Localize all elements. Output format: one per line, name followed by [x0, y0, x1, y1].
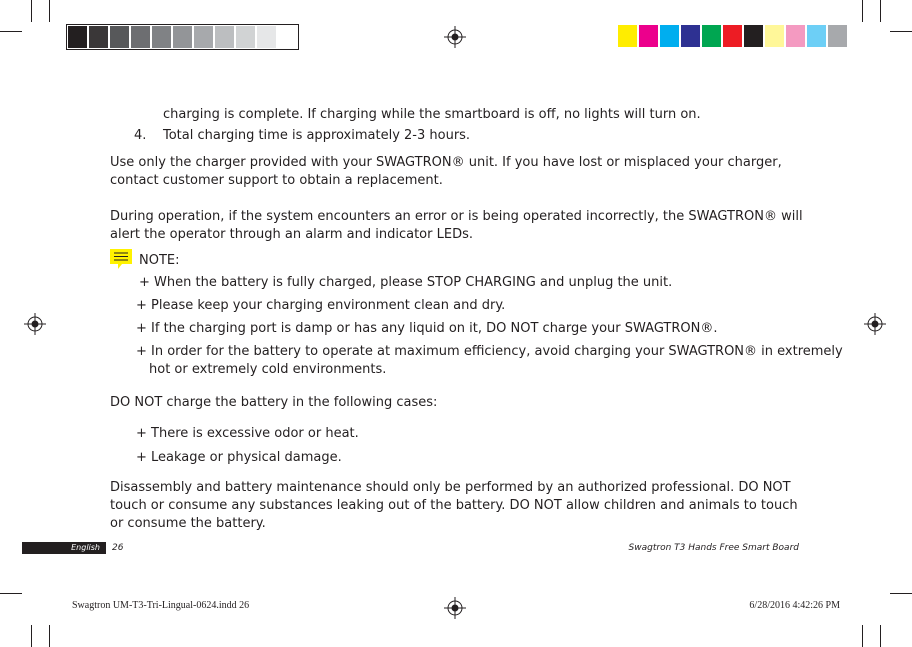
crop-mark [0, 31, 22, 32]
registration-target-icon [864, 313, 886, 335]
color-swatch [109, 25, 130, 49]
color-swatch [67, 25, 88, 49]
footer-title: Swagtron T3 Hands Free Smart Board [628, 543, 799, 553]
crop-mark [880, 0, 881, 22]
color-swatch [638, 24, 659, 48]
color-swatch [659, 24, 680, 48]
case-item: + There is excessive odor or heat. [136, 426, 359, 441]
maintenance-paragraph: Disassembly and battery maintenance should only be performed by an authorized professional. DO NOT touch or consume any substances leaking out of the battery. DO NOT allow children and animals to touch or consume the battery. [110, 480, 798, 531]
registration-target-icon [444, 26, 466, 48]
color-swatch [806, 24, 827, 48]
color-swatch [214, 25, 235, 49]
color-swatch [130, 25, 151, 49]
note-item: + When the battery is fully charged, please STOP CHARGING and unplug the unit. [139, 275, 673, 290]
crop-mark [890, 31, 912, 32]
crop-mark [880, 625, 881, 647]
grayscale-calibration-bar [66, 24, 299, 50]
color-swatch [827, 24, 848, 48]
slug-timestamp: 6/28/2016 4:42:26 PM [749, 600, 840, 611]
crop-mark [862, 0, 863, 22]
cases-heading: DO NOT charge the battery in the following cases: [110, 395, 438, 410]
error-paragraph: During operation, if the system encounters an error or is being operated incorrectly, the SWAGTRON® will alert the operator through an alarm and indicator LEDs. [110, 209, 803, 242]
step-4-text: Total charging time is approximately 2-3 hours. [163, 128, 471, 143]
registration-target-icon [444, 597, 466, 619]
step-3-continuation: charging is complete. If charging while the smartboard is off, no lights will turn on. [163, 107, 701, 122]
crop-mark [862, 625, 863, 647]
note-item: + If the charging port is damp or has any liquid on it, DO NOT charge your SWAGTRON®. [136, 321, 718, 336]
color-swatch [785, 24, 806, 48]
color-swatch [256, 25, 277, 49]
language-badge: English [22, 542, 106, 554]
color-swatch [235, 25, 256, 49]
registration-target-icon [24, 313, 46, 335]
crop-mark [49, 0, 50, 22]
color-swatch [701, 24, 722, 48]
color-swatch [88, 25, 109, 49]
page-number: 26 [112, 543, 124, 553]
color-swatch [193, 25, 214, 49]
note-item: + In order for the battery to operate at maximum efficiency, avoid charging your SWAGTRON® in extremely [136, 344, 843, 359]
slug-filename: Swagtron UM-T3-Tri-Lingual-0624.indd 26 [72, 600, 250, 611]
color-swatch [722, 24, 743, 48]
color-swatch [277, 25, 298, 49]
color-swatch [617, 24, 638, 48]
note-item: + Please keep your charging environment clean and dry. [136, 298, 506, 313]
note-icon [110, 249, 132, 269]
crop-mark [31, 625, 32, 647]
color-swatch [151, 25, 172, 49]
color-swatch [680, 24, 701, 48]
case-item: + Leakage or physical damage. [136, 450, 342, 465]
crop-mark [890, 593, 912, 594]
color-calibration-bar [617, 24, 848, 48]
charger-paragraph: Use only the charger provided with your SWAGTRON® unit. If you have lost or misplaced your charger, contact customer support to obtain a replacement. [110, 155, 782, 188]
note-item-continuation: hot or extremely cold environments. [149, 362, 387, 377]
note-label: NOTE: [139, 253, 180, 268]
color-swatch [764, 24, 785, 48]
step-4-number: 4. [134, 128, 147, 143]
crop-mark [31, 0, 32, 22]
color-swatch [172, 25, 193, 49]
color-swatch [743, 24, 764, 48]
crop-mark [0, 593, 22, 594]
crop-mark [49, 625, 50, 647]
